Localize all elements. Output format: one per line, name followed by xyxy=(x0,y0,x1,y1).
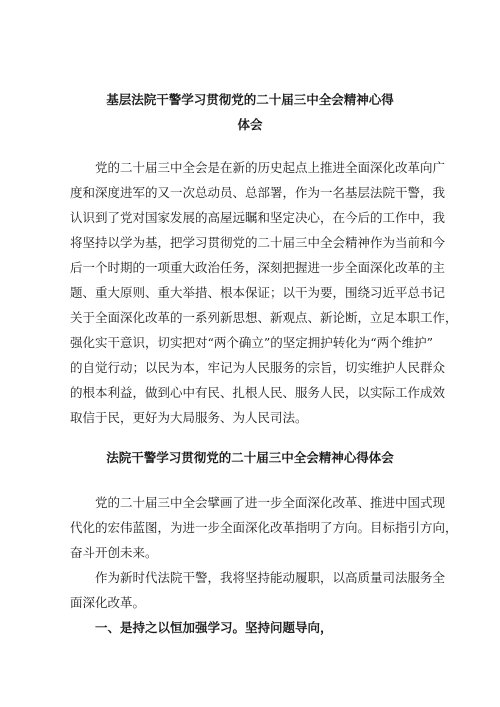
body-line: 后一个时期的一项重大政治任务，深刻把握进一步全面深化改革的主 xyxy=(70,260,446,275)
body-line: 党的二十届三中全会擘画了进一步全面深化改革、推进中国式现 xyxy=(95,495,446,510)
body-line: 代化的宏伟蓝图，为进一步全面深化改革指明了方向。目标指引方向， xyxy=(70,520,458,535)
body-line-last: 取信于民，更好为大局服务、为人民司法。 xyxy=(70,410,308,425)
section1-title xyxy=(60,87,440,137)
subheading: 一、是持之以恒加强学习。坚持问题导向， xyxy=(95,620,333,635)
body-line: 党的二十届三中全会是在新的历史起点上推进全面深化改革向广 xyxy=(95,160,446,175)
body-line: 关于全面深化改革的一系列新思想、新观点、新论断，立足本职工作， xyxy=(70,310,458,325)
section1-title-line1: 基层法院干警学习贯彻党的二十届三中全会精神心得 xyxy=(106,92,394,107)
body-line: 作为新时代法院干警，我将坚持能动履职，以高质量司法服务全 xyxy=(95,570,446,585)
section1-title-line2: 体会 xyxy=(237,117,263,132)
body-line: 的自觉行动；以民为本，牢记为人民服务的宗旨，切实维护人民群众 xyxy=(70,360,446,375)
body-line-last: 奋斗开创未来。 xyxy=(70,545,158,560)
body-line: 认识到了党对国家发展的高屋远瞩和坚定决心，在今后的工作中，我 xyxy=(70,210,446,225)
body-line: 强化实干意识，切实把对“两个确立”的坚定拥护转化为“两个维护” xyxy=(70,335,434,350)
body-line: 度和深度进军的又一次总动员、总部署，作为一名基层法院干警，我 xyxy=(70,185,446,200)
section2-title: 法院干警学习贯彻党的二十届三中全会精神心得体会 xyxy=(106,450,394,465)
body-line: 题、重大原则、重大举措、根本保证；以干为要，围绕习近平总书记 xyxy=(70,285,446,300)
body-line: 将坚持以学为基，把学习贯彻党的二十届三中全会精神作为当前和今 xyxy=(70,235,446,250)
body-line: 的根本利益，做到心中有民、扎根人民、服务人民，以实际工作成效 xyxy=(70,385,446,400)
body-line-last: 面深化改革。 xyxy=(70,595,146,610)
